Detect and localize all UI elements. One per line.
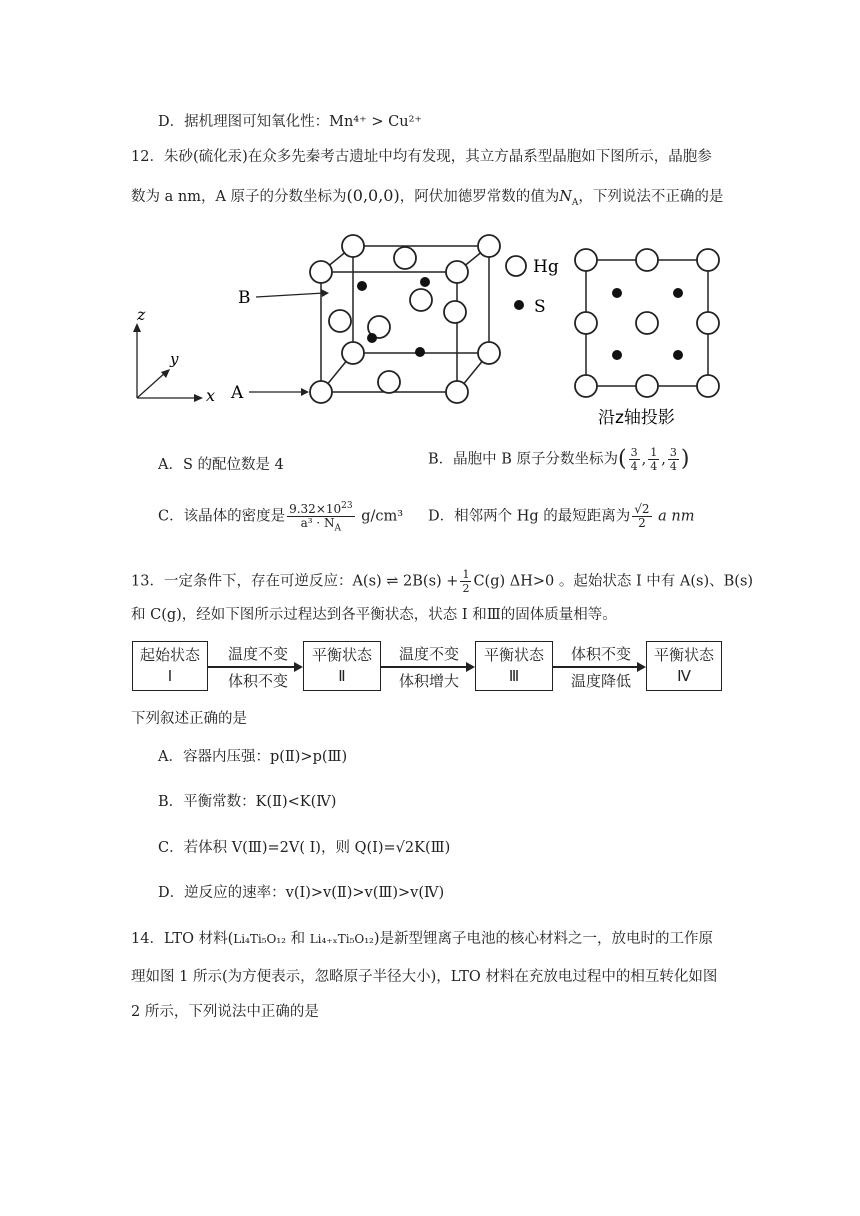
distance-fraction: $\frac{√2}{2}$ [634, 502, 650, 530]
crystal-cell-figure [128, 225, 738, 435]
q12-text: 数为 a nm，A 原子的分数坐标为 [131, 189, 347, 205]
option-label: D．据机理图可知氧化性： [158, 114, 330, 130]
avogadro-symbol: N [559, 189, 572, 205]
axis-y-label: y [170, 350, 179, 368]
distance-unit: a nm [658, 508, 695, 525]
fraction: $\frac{1}{4}$ [650, 446, 658, 473]
state-box-2: 平衡状态 Ⅱ [303, 641, 381, 691]
q11-option-d [158, 112, 422, 132]
q13-text: C(g) ΔH>0 。起始状态 Ⅰ 中有 A(s)、B(s) [473, 573, 754, 590]
state-box-1: 起始状态 Ⅰ [132, 641, 208, 691]
q14-text: )是新型锂离子电池的核心材料之一，放电时的工作原 [373, 931, 713, 947]
label-a: A [231, 383, 244, 403]
formula-lto: Li₄Ti₅O₁₂ [233, 932, 286, 946]
q12-option-c [158, 501, 404, 534]
legend-s: S [534, 297, 546, 317]
label-b: B [238, 288, 251, 308]
condition-3-bottom: 温度降低 [570, 672, 631, 690]
q14-text: 和 [285, 931, 310, 947]
condition-3-top: 体积不变 [570, 645, 631, 663]
state-box-3: 平衡状态 Ⅲ [475, 641, 553, 691]
q13-option-d: D．逆反应的速率：v(Ⅰ)>v(Ⅱ)>v(Ⅲ)>v(Ⅳ) [158, 885, 445, 901]
q12-text: ，阿伏加德罗常数的值为 [399, 189, 560, 205]
q13-lead: 下列叙述正确的是 [131, 711, 247, 727]
formula-lithiated-lto: Li₄₊ₓTi₅O₁₂ [309, 932, 374, 946]
option-text: D．相邻两个 Hg 的最短距离为 [428, 508, 631, 525]
q12-line1: 12．朱砂(硫化汞)在众多先秦考古遗址中均有发现，其立方晶系型晶胞如下图所示，晶胞参 [131, 149, 712, 165]
q12-option-d [428, 503, 695, 530]
avogadro-subscript: A [571, 197, 579, 208]
q13-option-a: A．容器内压强：p(Ⅱ)>p(Ⅲ) [158, 749, 348, 765]
condition-1-bottom: 体积不变 [227, 672, 288, 690]
option-text: C．该晶体的密度是 [158, 508, 286, 525]
q13-option-b: B．平衡常数：K(Ⅱ)<K(Ⅳ) [158, 794, 337, 810]
process-flow-diagram [132, 641, 722, 693]
axis-z-label: z [137, 305, 146, 324]
q14-text: 14．LTO 材料( [131, 931, 234, 947]
q13-option-c: C．若体积 V(Ⅲ)=2V( Ⅰ)，则 Q(Ⅰ)=√2K(Ⅲ) [158, 840, 451, 856]
coefficient-fraction: $\frac{1}{2}$ [462, 568, 470, 595]
state-box-4: 平衡状态 Ⅳ [646, 641, 722, 691]
formula: Mn⁴⁺ > Cu²⁺ [329, 114, 423, 130]
q13-line1 [131, 568, 753, 595]
axis-x-label: x [206, 386, 216, 405]
q13-line2: 和 C(g)，经如下图所示过程达到各平衡状态，状态 Ⅰ 和Ⅲ的固体质量相等。 [131, 607, 617, 623]
q12-option-b: B．晶胞中 B 原子分数坐标为( $\frac{3}{4}$ , $\frac{1}{4}$ , $\frac{3}{4}$ ) [428, 446, 690, 473]
option-text: B．晶胞中 B 原子分数坐标为 [428, 451, 619, 468]
q14-line3: 2 所示，下列说法中正确的是 [131, 1004, 319, 1020]
q12-text: ，下列说法不正确的是 [578, 189, 724, 205]
coordinate: (0,0,0) [346, 186, 400, 205]
condition-1-top: 温度不变 [227, 645, 288, 663]
legend-hg: Hg [533, 257, 559, 277]
q12-line2 [131, 186, 723, 207]
q13-text: 13．一定条件下，存在可逆反应：A(s) ⇌ 2B(s) + [131, 573, 459, 590]
fraction: $\frac{3}{4}$ [630, 446, 638, 473]
q12-option-a: A．S 的配位数是 4 [158, 457, 284, 473]
projection-caption: 沿z轴投影 [598, 408, 675, 428]
q14-line2: 理如图 1 所示(为方便表示，忽略原子半径大小)，LTO 材料在充放电过程中的相互转化如图 [131, 969, 718, 985]
unit: g/cm³ [361, 508, 404, 525]
fraction: $\frac{3}{4}$ [669, 446, 677, 473]
density-fraction: $\frac{9.32\times 10^{23}}{a^3 \cdot N_A}$ [289, 501, 353, 534]
q14-line1 [131, 929, 713, 949]
condition-2-top: 温度不变 [398, 645, 459, 663]
condition-2-bottom: 体积增大 [398, 672, 459, 690]
